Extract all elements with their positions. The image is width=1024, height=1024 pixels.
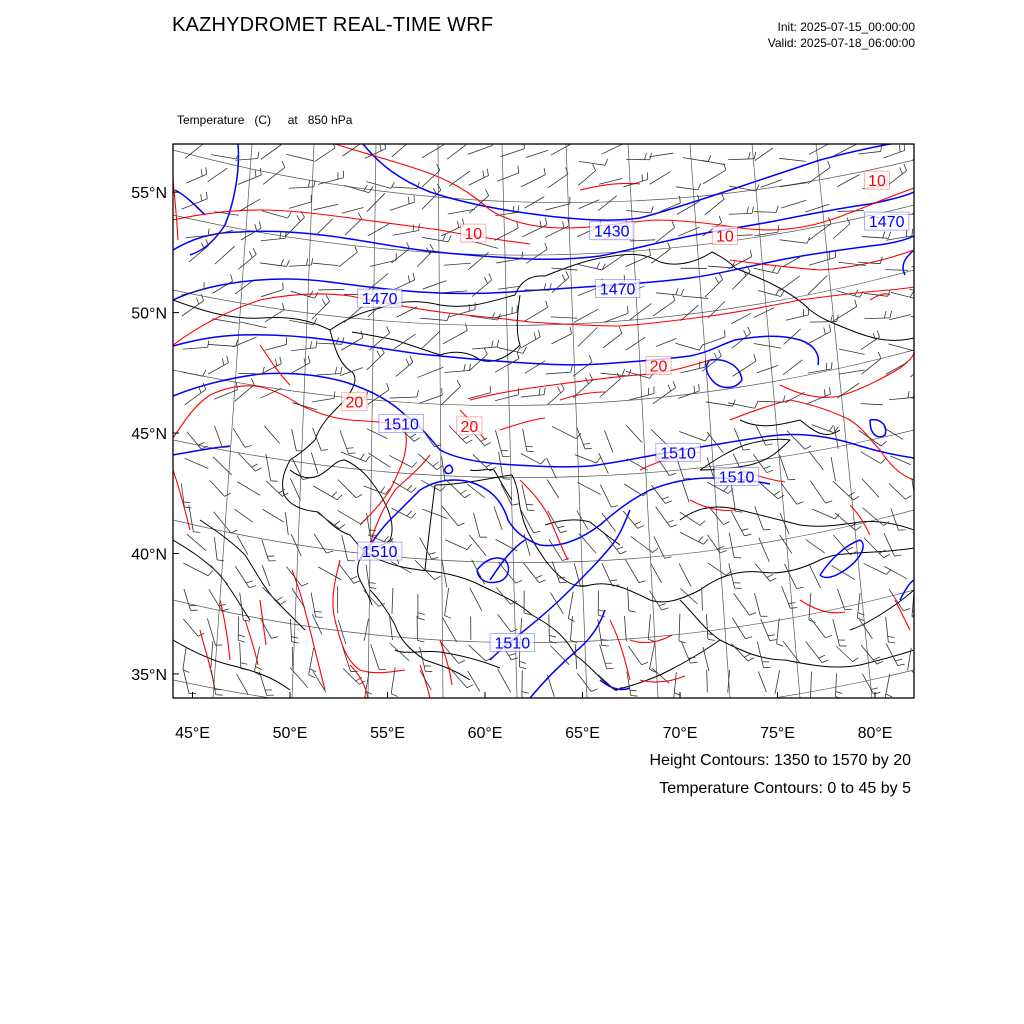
temperature-contour-label: 10 bbox=[868, 173, 886, 191]
wind-barb bbox=[911, 393, 938, 400]
height-contour-label: 1510 bbox=[383, 416, 419, 434]
latitude-labels bbox=[131, 185, 167, 684]
longitude-label: 75°E bbox=[760, 725, 795, 742]
temperature-contour-label: 20 bbox=[345, 394, 364, 412]
longitude-label: 50°E bbox=[272, 725, 308, 742]
latitude-label: 35°N bbox=[131, 666, 167, 684]
height-contour-label: 1510 bbox=[660, 445, 696, 463]
longitude-label: 80°E bbox=[857, 725, 893, 742]
wind-barb bbox=[912, 671, 935, 689]
height-contour-label: 1470 bbox=[361, 291, 398, 309]
longitude-labels bbox=[175, 725, 892, 742]
wind-barb bbox=[913, 533, 931, 551]
wind-barb bbox=[911, 262, 935, 267]
init-time: Init: 2025-07-15_00:00:00 bbox=[777, 20, 915, 34]
wind-barb bbox=[916, 560, 929, 582]
longitude-label: 45°E bbox=[175, 725, 210, 742]
latitude-label: 45°N bbox=[131, 426, 167, 444]
temperature-contour-label: 10 bbox=[715, 228, 734, 246]
longitude-label: 65°E bbox=[565, 725, 600, 742]
wind-barb bbox=[914, 508, 926, 531]
wind-barb bbox=[915, 235, 944, 242]
height-contour-label: 1470 bbox=[599, 281, 636, 299]
longitude-label: 70°E bbox=[662, 725, 698, 742]
height-contour-label: 1510 bbox=[718, 469, 755, 487]
temperature-contour-note: Temperature Contours: 0 to 45 by 5 bbox=[659, 780, 911, 797]
latitude-label: 55°N bbox=[131, 185, 167, 203]
height-contour-label: 1470 bbox=[868, 214, 905, 232]
height-contour-label: 1510 bbox=[494, 635, 531, 653]
map-title: KAZHYDROMET REAL-TIME WRF bbox=[172, 14, 494, 36]
height-contour-label: 1430 bbox=[593, 223, 630, 241]
wind-barb bbox=[916, 329, 938, 344]
height-contour-label: 1510 bbox=[361, 544, 398, 562]
temperature-contour-label: 20 bbox=[649, 358, 668, 376]
wind-barb bbox=[915, 429, 924, 455]
latitude-label: 40°N bbox=[131, 546, 167, 564]
wind-barb bbox=[913, 615, 931, 634]
wind-barb bbox=[912, 192, 934, 214]
wind-barb bbox=[913, 142, 938, 160]
longitude-label: 60°E bbox=[467, 725, 503, 742]
field-temperature: Temperature (C) at 850 hPa bbox=[177, 113, 353, 127]
temperature-contour-label: 20 bbox=[460, 418, 479, 436]
height-contour-note: Height Contours: 1350 to 1570 by 20 bbox=[649, 752, 911, 769]
valid-time: Valid: 2025-07-18_06:00:00 bbox=[767, 36, 915, 50]
wind-barb bbox=[915, 173, 940, 186]
longitude-label: 55°E bbox=[370, 725, 405, 742]
temperature-contour-label: 10 bbox=[464, 226, 483, 244]
latitude-label: 50°N bbox=[131, 305, 167, 323]
